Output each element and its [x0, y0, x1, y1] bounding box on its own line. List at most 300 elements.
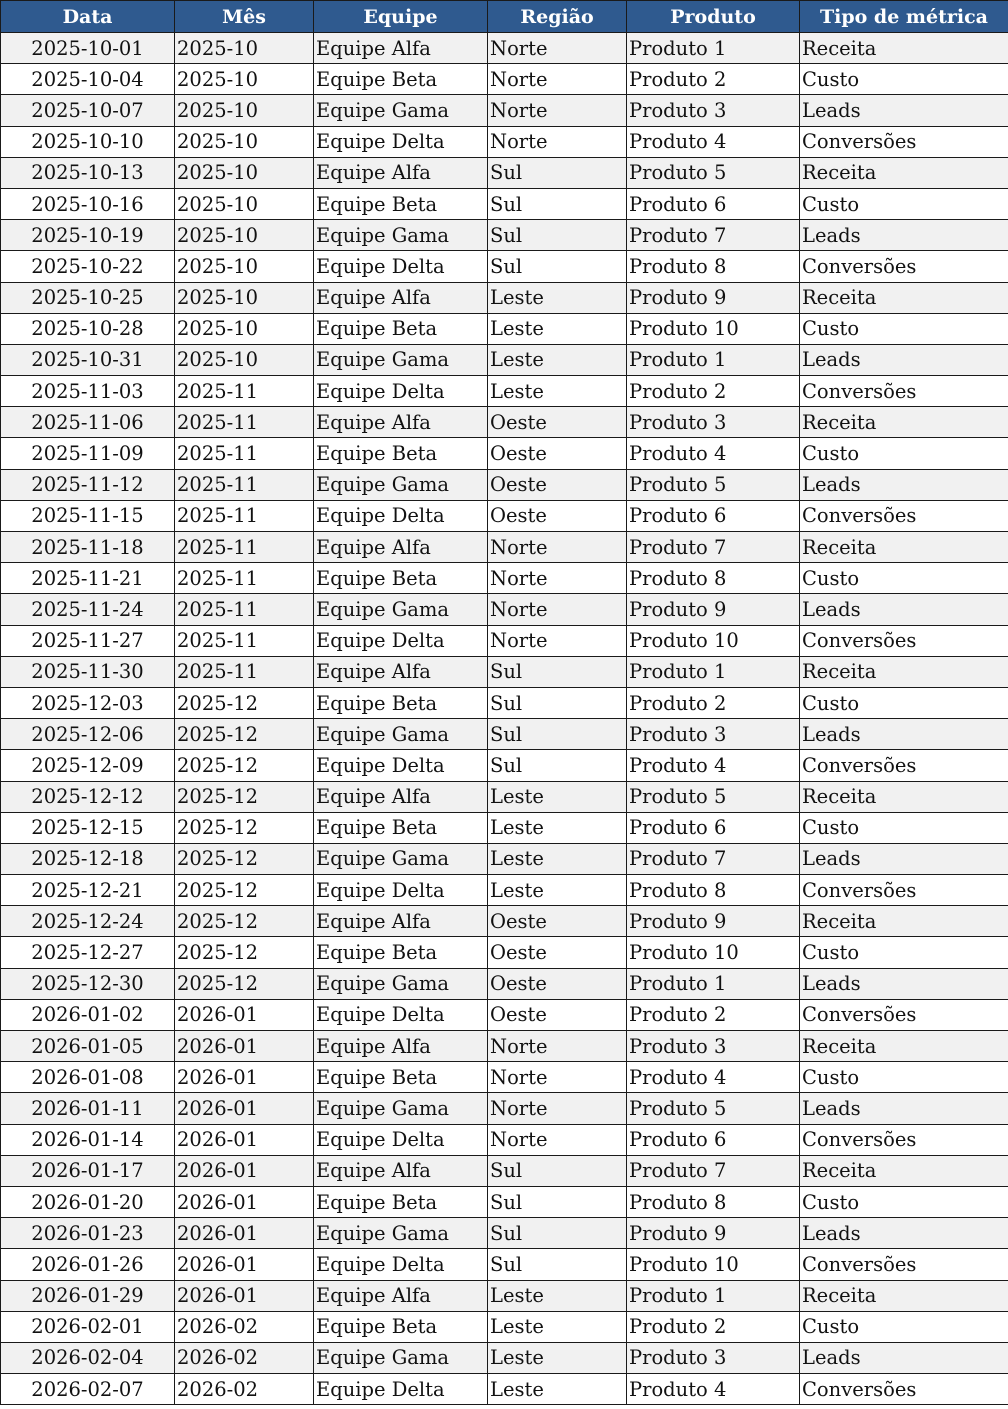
- cell-regiao[interactable]: Sul: [488, 220, 627, 251]
- cell-regiao[interactable]: Norte: [488, 625, 627, 656]
- cell-mes[interactable]: 2025-10: [175, 188, 314, 219]
- cell-equipe[interactable]: Equipe Alfa: [314, 1031, 488, 1062]
- cell-tipo-de-metrica[interactable]: Receita: [800, 407, 1008, 438]
- cell-equipe[interactable]: Equipe Alfa: [314, 33, 488, 64]
- cell-equipe[interactable]: Equipe Alfa: [314, 532, 488, 563]
- cell-produto[interactable]: Produto 8: [627, 875, 800, 906]
- cell-produto[interactable]: Produto 1: [627, 968, 800, 999]
- cell-equipe[interactable]: Equipe Gama: [314, 1218, 488, 1249]
- cell-equipe[interactable]: Equipe Beta: [314, 812, 488, 843]
- table-row: [1, 1155, 1008, 1186]
- cell-mes[interactable]: 2025-11: [175, 563, 314, 594]
- cell-produto[interactable]: Produto 5: [627, 1093, 800, 1124]
- cell-produto[interactable]: Produto 8: [627, 1186, 800, 1217]
- cell-equipe[interactable]: Equipe Alfa: [314, 1155, 488, 1186]
- cell-produto[interactable]: Produto 10: [627, 313, 800, 344]
- column-header-mes[interactable]: Mês: [175, 1, 314, 33]
- table-row: [1, 188, 1008, 219]
- cell-data[interactable]: 2025-11-27: [1, 625, 175, 656]
- cell-produto[interactable]: Produto 2: [627, 376, 800, 407]
- cell-produto[interactable]: Produto 1: [627, 656, 800, 687]
- cell-data[interactable]: 2025-10-16: [1, 188, 175, 219]
- table-row: [1, 812, 1008, 843]
- cell-produto[interactable]: Produto 3: [627, 407, 800, 438]
- cell-equipe[interactable]: Equipe Gama: [314, 95, 488, 126]
- cell-equipe[interactable]: Equipe Beta: [314, 438, 488, 469]
- cell-produto[interactable]: Produto 7: [627, 220, 800, 251]
- cell-mes[interactable]: 2026-01: [175, 999, 314, 1030]
- table-row: [1, 251, 1008, 282]
- cell-produto[interactable]: Produto 2: [627, 64, 800, 95]
- table-row: [1, 937, 1008, 968]
- cell-equipe[interactable]: Equipe Gama: [314, 594, 488, 625]
- cell-regiao[interactable]: Oeste: [488, 407, 627, 438]
- cell-data[interactable]: 2025-10-13: [1, 157, 175, 188]
- cell-tipo-de-metrica[interactable]: Conversões: [800, 875, 1008, 906]
- cell-tipo-de-metrica[interactable]: Leads: [800, 1218, 1008, 1249]
- table-row: [1, 1249, 1008, 1280]
- cell-regiao[interactable]: Norte: [488, 126, 627, 157]
- cell-produto[interactable]: Produto 6: [627, 812, 800, 843]
- cell-regiao[interactable]: Leste: [488, 781, 627, 812]
- cell-mes[interactable]: 2025-10: [175, 344, 314, 375]
- cell-regiao[interactable]: Norte: [488, 1124, 627, 1155]
- cell-produto[interactable]: Produto 2: [627, 1311, 800, 1342]
- cell-equipe[interactable]: Equipe Beta: [314, 313, 488, 344]
- cell-data[interactable]: 2025-12-09: [1, 750, 175, 781]
- cell-tipo-de-metrica[interactable]: Leads: [800, 719, 1008, 750]
- cell-tipo-de-metrica[interactable]: Custo: [800, 937, 1008, 968]
- cell-regiao[interactable]: Norte: [488, 532, 627, 563]
- table-row: [1, 968, 1008, 999]
- cell-produto[interactable]: Produto 10: [627, 625, 800, 656]
- cell-produto[interactable]: Produto 3: [627, 1031, 800, 1062]
- table-body: [1, 33, 1008, 1405]
- cell-regiao[interactable]: Leste: [488, 344, 627, 375]
- table-row: [1, 1062, 1008, 1093]
- cell-mes[interactable]: 2025-12: [175, 875, 314, 906]
- cell-equipe[interactable]: Equipe Delta: [314, 875, 488, 906]
- cell-tipo-de-metrica[interactable]: Custo: [800, 1311, 1008, 1342]
- cell-regiao[interactable]: Sul: [488, 157, 627, 188]
- cell-data[interactable]: 2025-11-21: [1, 563, 175, 594]
- cell-mes[interactable]: 2026-01: [175, 1031, 314, 1062]
- cell-equipe[interactable]: Equipe Gama: [314, 968, 488, 999]
- cell-equipe[interactable]: Equipe Alfa: [314, 157, 488, 188]
- cell-mes[interactable]: 2026-02: [175, 1311, 314, 1342]
- table-row: [1, 1186, 1008, 1217]
- table-row: [1, 1374, 1008, 1405]
- cell-regiao[interactable]: Norte: [488, 1031, 627, 1062]
- table-row: [1, 1093, 1008, 1124]
- cell-tipo-de-metrica[interactable]: Conversões: [800, 750, 1008, 781]
- cell-mes[interactable]: 2025-10: [175, 95, 314, 126]
- cell-mes[interactable]: 2025-12: [175, 968, 314, 999]
- cell-data[interactable]: 2025-12-30: [1, 968, 175, 999]
- cell-produto[interactable]: Produto 8: [627, 563, 800, 594]
- cell-tipo-de-metrica[interactable]: Conversões: [800, 1249, 1008, 1280]
- cell-regiao[interactable]: Leste: [488, 1342, 627, 1373]
- cell-equipe[interactable]: Equipe Beta: [314, 188, 488, 219]
- cell-produto[interactable]: Produto 2: [627, 687, 800, 718]
- cell-tipo-de-metrica[interactable]: Leads: [800, 1093, 1008, 1124]
- table-row: [1, 344, 1008, 375]
- cell-equipe[interactable]: Equipe Gama: [314, 1342, 488, 1373]
- cell-mes[interactable]: 2025-12: [175, 781, 314, 812]
- cell-regiao[interactable]: Oeste: [488, 968, 627, 999]
- cell-regiao[interactable]: Norte: [488, 33, 627, 64]
- cell-mes[interactable]: 2026-01: [175, 1124, 314, 1155]
- cell-regiao[interactable]: Sul: [488, 1218, 627, 1249]
- table-row: [1, 594, 1008, 625]
- cell-equipe[interactable]: Equipe Delta: [314, 376, 488, 407]
- cell-data[interactable]: 2025-12-12: [1, 781, 175, 812]
- cell-tipo-de-metrica[interactable]: Leads: [800, 594, 1008, 625]
- cell-mes[interactable]: 2025-10: [175, 33, 314, 64]
- cell-tipo-de-metrica[interactable]: Custo: [800, 563, 1008, 594]
- cell-mes[interactable]: 2025-11: [175, 656, 314, 687]
- cell-produto[interactable]: Produto 7: [627, 532, 800, 563]
- cell-data[interactable]: 2025-11-06: [1, 407, 175, 438]
- cell-regiao[interactable]: Sul: [488, 750, 627, 781]
- cell-tipo-de-metrica[interactable]: Custo: [800, 64, 1008, 95]
- cell-tipo-de-metrica[interactable]: Custo: [800, 1062, 1008, 1093]
- cell-produto[interactable]: Produto 7: [627, 843, 800, 874]
- cell-tipo-de-metrica[interactable]: Leads: [800, 968, 1008, 999]
- table-row: [1, 906, 1008, 937]
- cell-tipo-de-metrica[interactable]: Leads: [800, 469, 1008, 500]
- column-header-produto[interactable]: Produto: [627, 1, 800, 33]
- cell-regiao[interactable]: Oeste: [488, 500, 627, 531]
- cell-tipo-de-metrica[interactable]: Receita: [800, 1280, 1008, 1311]
- cell-data[interactable]: 2025-12-15: [1, 812, 175, 843]
- cell-data[interactable]: 2025-11-15: [1, 500, 175, 531]
- cell-data[interactable]: 2025-10-01: [1, 33, 175, 64]
- cell-produto[interactable]: Produto 9: [627, 594, 800, 625]
- cell-data[interactable]: 2025-11-24: [1, 594, 175, 625]
- cell-data[interactable]: 2025-11-12: [1, 469, 175, 500]
- cell-regiao[interactable]: Sul: [488, 687, 627, 718]
- cell-equipe[interactable]: Equipe Gama: [314, 344, 488, 375]
- cell-regiao[interactable]: Oeste: [488, 469, 627, 500]
- cell-equipe[interactable]: Equipe Beta: [314, 687, 488, 718]
- cell-equipe[interactable]: Equipe Gama: [314, 843, 488, 874]
- cell-tipo-de-metrica[interactable]: Conversões: [800, 1374, 1008, 1405]
- cell-regiao[interactable]: Oeste: [488, 906, 627, 937]
- cell-tipo-de-metrica[interactable]: Conversões: [800, 999, 1008, 1030]
- table-row: [1, 750, 1008, 781]
- cell-mes[interactable]: 2025-11: [175, 594, 314, 625]
- cell-data[interactable]: 2026-01-05: [1, 1031, 175, 1062]
- cell-tipo-de-metrica[interactable]: Leads: [800, 843, 1008, 874]
- cell-mes[interactable]: 2025-10: [175, 282, 314, 313]
- cell-produto[interactable]: Produto 9: [627, 906, 800, 937]
- table-row: [1, 999, 1008, 1030]
- cell-produto[interactable]: Produto 1: [627, 344, 800, 375]
- cell-data[interactable]: 2025-10-19: [1, 220, 175, 251]
- cell-produto[interactable]: Produto 1: [627, 33, 800, 64]
- column-header-data[interactable]: Data: [1, 1, 175, 33]
- cell-equipe[interactable]: Equipe Beta: [314, 563, 488, 594]
- cell-regiao[interactable]: Norte: [488, 64, 627, 95]
- cell-produto[interactable]: Produto 3: [627, 95, 800, 126]
- cell-produto[interactable]: Produto 4: [627, 438, 800, 469]
- cell-equipe[interactable]: Equipe Beta: [314, 64, 488, 95]
- cell-equipe[interactable]: Equipe Delta: [314, 1249, 488, 1280]
- table-row: [1, 64, 1008, 95]
- table-row: [1, 220, 1008, 251]
- cell-produto[interactable]: Produto 6: [627, 500, 800, 531]
- cell-mes[interactable]: 2025-11: [175, 532, 314, 563]
- cell-equipe[interactable]: Equipe Beta: [314, 1186, 488, 1217]
- cell-tipo-de-metrica[interactable]: Leads: [800, 344, 1008, 375]
- column-header-regiao[interactable]: Região: [488, 1, 627, 33]
- cell-regiao[interactable]: Leste: [488, 1374, 627, 1405]
- cell-mes[interactable]: 2025-10: [175, 220, 314, 251]
- cell-regiao[interactable]: Sul: [488, 1186, 627, 1217]
- cell-mes[interactable]: 2025-11: [175, 625, 314, 656]
- cell-regiao[interactable]: Leste: [488, 843, 627, 874]
- cell-data[interactable]: 2025-10-10: [1, 126, 175, 157]
- cell-mes[interactable]: 2026-01: [175, 1218, 314, 1249]
- cell-data[interactable]: 2025-12-06: [1, 719, 175, 750]
- cell-regiao[interactable]: Norte: [488, 95, 627, 126]
- cell-tipo-de-metrica[interactable]: Custo: [800, 687, 1008, 718]
- cell-equipe[interactable]: Equipe Alfa: [314, 656, 488, 687]
- cell-data[interactable]: 2025-12-24: [1, 906, 175, 937]
- cell-equipe[interactable]: Equipe Delta: [314, 999, 488, 1030]
- cell-mes[interactable]: 2025-11: [175, 376, 314, 407]
- cell-data[interactable]: 2025-11-09: [1, 438, 175, 469]
- cell-regiao[interactable]: Leste: [488, 812, 627, 843]
- cell-equipe[interactable]: Equipe Delta: [314, 251, 488, 282]
- cell-data[interactable]: 2026-01-20: [1, 1186, 175, 1217]
- cell-mes[interactable]: 2025-12: [175, 687, 314, 718]
- cell-produto[interactable]: Produto 4: [627, 750, 800, 781]
- cell-data[interactable]: 2026-02-01: [1, 1311, 175, 1342]
- cell-tipo-de-metrica[interactable]: Leads: [800, 220, 1008, 251]
- cell-tipo-de-metrica[interactable]: Receita: [800, 906, 1008, 937]
- cell-regiao[interactable]: Oeste: [488, 438, 627, 469]
- cell-equipe[interactable]: Equipe Gama: [314, 220, 488, 251]
- cell-tipo-de-metrica[interactable]: Conversões: [800, 376, 1008, 407]
- cell-equipe[interactable]: Equipe Beta: [314, 937, 488, 968]
- cell-data[interactable]: 2025-10-04: [1, 64, 175, 95]
- table-row: [1, 126, 1008, 157]
- cell-produto[interactable]: Produto 1: [627, 1280, 800, 1311]
- cell-produto[interactable]: Produto 2: [627, 999, 800, 1030]
- cell-equipe[interactable]: Equipe Delta: [314, 500, 488, 531]
- cell-mes[interactable]: 2025-11: [175, 438, 314, 469]
- cell-tipo-de-metrica[interactable]: Custo: [800, 438, 1008, 469]
- cell-produto[interactable]: Produto 7: [627, 1155, 800, 1186]
- cell-data[interactable]: 2025-12-18: [1, 843, 175, 874]
- cell-regiao[interactable]: Norte: [488, 594, 627, 625]
- cell-mes[interactable]: 2025-10: [175, 251, 314, 282]
- cell-tipo-de-metrica[interactable]: Custo: [800, 188, 1008, 219]
- cell-mes[interactable]: 2025-11: [175, 407, 314, 438]
- cell-equipe[interactable]: Equipe Delta: [314, 750, 488, 781]
- cell-mes[interactable]: 2025-10: [175, 126, 314, 157]
- cell-mes[interactable]: 2025-12: [175, 843, 314, 874]
- cell-regiao[interactable]: Leste: [488, 282, 627, 313]
- cell-equipe[interactable]: Equipe Alfa: [314, 282, 488, 313]
- cell-tipo-de-metrica[interactable]: Custo: [800, 1186, 1008, 1217]
- cell-tipo-de-metrica[interactable]: Receita: [800, 1155, 1008, 1186]
- cell-tipo-de-metrica[interactable]: Leads: [800, 1342, 1008, 1373]
- cell-mes[interactable]: 2026-01: [175, 1093, 314, 1124]
- cell-equipe[interactable]: Equipe Gama: [314, 719, 488, 750]
- cell-equipe[interactable]: Equipe Delta: [314, 1124, 488, 1155]
- cell-equipe[interactable]: Equipe Alfa: [314, 1280, 488, 1311]
- cell-mes[interactable]: 2026-01: [175, 1155, 314, 1186]
- cell-equipe[interactable]: Equipe Alfa: [314, 906, 488, 937]
- cell-equipe[interactable]: Equipe Beta: [314, 1311, 488, 1342]
- cell-data[interactable]: 2026-01-17: [1, 1155, 175, 1186]
- cell-equipe[interactable]: Equipe Alfa: [314, 781, 488, 812]
- table-row: [1, 1031, 1008, 1062]
- cell-data[interactable]: 2025-12-03: [1, 687, 175, 718]
- column-header-tipo-de-metrica[interactable]: Tipo de métrica: [800, 1, 1008, 33]
- cell-mes[interactable]: 2025-12: [175, 750, 314, 781]
- cell-produto[interactable]: Produto 5: [627, 469, 800, 500]
- cell-data[interactable]: 2026-01-29: [1, 1280, 175, 1311]
- cell-tipo-de-metrica[interactable]: Receita: [800, 282, 1008, 313]
- table-row: [1, 1124, 1008, 1155]
- cell-data[interactable]: 2025-11-18: [1, 532, 175, 563]
- table-row: [1, 95, 1008, 126]
- cell-regiao[interactable]: Sul: [488, 251, 627, 282]
- cell-regiao[interactable]: Sul: [488, 719, 627, 750]
- cell-data[interactable]: 2025-12-21: [1, 875, 175, 906]
- cell-data[interactable]: 2025-10-28: [1, 313, 175, 344]
- cell-produto[interactable]: Produto 4: [627, 126, 800, 157]
- cell-produto[interactable]: Produto 9: [627, 282, 800, 313]
- cell-data[interactable]: 2025-12-27: [1, 937, 175, 968]
- cell-mes[interactable]: 2026-01: [175, 1280, 314, 1311]
- cell-data[interactable]: 2026-01-11: [1, 1093, 175, 1124]
- cell-data[interactable]: 2026-01-26: [1, 1249, 175, 1280]
- cell-equipe[interactable]: Equipe Delta: [314, 1374, 488, 1405]
- cell-equipe[interactable]: Equipe Gama: [314, 469, 488, 500]
- cell-equipe[interactable]: Equipe Delta: [314, 625, 488, 656]
- cell-produto[interactable]: Produto 8: [627, 251, 800, 282]
- cell-tipo-de-metrica[interactable]: Custo: [800, 812, 1008, 843]
- cell-tipo-de-metrica[interactable]: Conversões: [800, 1124, 1008, 1155]
- cell-mes[interactable]: 2025-11: [175, 469, 314, 500]
- cell-regiao[interactable]: Oeste: [488, 937, 627, 968]
- cell-tipo-de-metrica[interactable]: Leads: [800, 95, 1008, 126]
- cell-produto[interactable]: Produto 5: [627, 781, 800, 812]
- table-row: [1, 157, 1008, 188]
- cell-mes[interactable]: 2025-12: [175, 719, 314, 750]
- cell-mes[interactable]: 2025-12: [175, 812, 314, 843]
- cell-produto[interactable]: Produto 4: [627, 1062, 800, 1093]
- cell-produto[interactable]: Produto 3: [627, 719, 800, 750]
- cell-regiao[interactable]: Norte: [488, 1062, 627, 1093]
- cell-tipo-de-metrica[interactable]: Receita: [800, 532, 1008, 563]
- cell-produto[interactable]: Produto 3: [627, 1342, 800, 1373]
- cell-tipo-de-metrica[interactable]: Receita: [800, 33, 1008, 64]
- cell-regiao[interactable]: Oeste: [488, 999, 627, 1030]
- cell-mes[interactable]: 2025-10: [175, 64, 314, 95]
- table-row: [1, 313, 1008, 344]
- cell-tipo-de-metrica[interactable]: Receita: [800, 656, 1008, 687]
- cell-produto[interactable]: Produto 5: [627, 157, 800, 188]
- cell-data[interactable]: 2025-11-03: [1, 376, 175, 407]
- table-header: [1, 1, 1008, 33]
- cell-produto[interactable]: Produto 10: [627, 1249, 800, 1280]
- cell-data[interactable]: 2025-11-30: [1, 656, 175, 687]
- cell-mes[interactable]: 2026-02: [175, 1374, 314, 1405]
- cell-regiao[interactable]: Leste: [488, 376, 627, 407]
- cell-produto[interactable]: Produto 6: [627, 188, 800, 219]
- column-header-equipe[interactable]: Equipe: [314, 1, 488, 33]
- cell-tipo-de-metrica[interactable]: Receita: [800, 781, 1008, 812]
- cell-data[interactable]: 2026-01-02: [1, 999, 175, 1030]
- cell-tipo-de-metrica[interactable]: Conversões: [800, 126, 1008, 157]
- cell-regiao[interactable]: Sul: [488, 656, 627, 687]
- cell-produto[interactable]: Produto 9: [627, 1218, 800, 1249]
- cell-produto[interactable]: Produto 4: [627, 1374, 800, 1405]
- cell-mes[interactable]: 2026-01: [175, 1186, 314, 1217]
- cell-mes[interactable]: 2025-12: [175, 906, 314, 937]
- table-row: [1, 719, 1008, 750]
- cell-data[interactable]: 2026-02-04: [1, 1342, 175, 1373]
- cell-mes[interactable]: 2026-01: [175, 1249, 314, 1280]
- cell-equipe[interactable]: Equipe Alfa: [314, 407, 488, 438]
- cell-regiao[interactable]: Sul: [488, 188, 627, 219]
- cell-data[interactable]: 2026-01-08: [1, 1062, 175, 1093]
- cell-regiao[interactable]: Leste: [488, 1311, 627, 1342]
- cell-data[interactable]: 2025-10-31: [1, 344, 175, 375]
- cell-regiao[interactable]: Leste: [488, 313, 627, 344]
- cell-regiao[interactable]: Sul: [488, 1249, 627, 1280]
- cell-mes[interactable]: 2025-10: [175, 157, 314, 188]
- table-row: [1, 563, 1008, 594]
- cell-mes[interactable]: 2025-12: [175, 937, 314, 968]
- cell-regiao[interactable]: Norte: [488, 563, 627, 594]
- cell-produto[interactable]: Produto 6: [627, 1124, 800, 1155]
- cell-tipo-de-metrica[interactable]: Receita: [800, 157, 1008, 188]
- cell-data[interactable]: 2026-01-14: [1, 1124, 175, 1155]
- cell-data[interactable]: 2026-01-23: [1, 1218, 175, 1249]
- table-row: [1, 1342, 1008, 1373]
- header-row: [1, 1, 1008, 33]
- cell-mes[interactable]: 2026-02: [175, 1342, 314, 1373]
- cell-regiao[interactable]: Leste: [488, 875, 627, 906]
- cell-equipe[interactable]: Equipe Beta: [314, 1062, 488, 1093]
- cell-mes[interactable]: 2026-01: [175, 1062, 314, 1093]
- cell-data[interactable]: 2026-02-07: [1, 1374, 175, 1405]
- cell-tipo-de-metrica[interactable]: Custo: [800, 313, 1008, 344]
- cell-tipo-de-metrica[interactable]: Conversões: [800, 251, 1008, 282]
- cell-tipo-de-metrica[interactable]: Receita: [800, 1031, 1008, 1062]
- cell-mes[interactable]: 2025-11: [175, 500, 314, 531]
- cell-data[interactable]: 2025-10-07: [1, 95, 175, 126]
- cell-equipe[interactable]: Equipe Delta: [314, 126, 488, 157]
- cell-tipo-de-metrica[interactable]: Conversões: [800, 500, 1008, 531]
- cell-regiao[interactable]: Leste: [488, 1280, 627, 1311]
- cell-regiao[interactable]: Sul: [488, 1155, 627, 1186]
- cell-tipo-de-metrica[interactable]: Conversões: [800, 625, 1008, 656]
- cell-data[interactable]: 2025-10-25: [1, 282, 175, 313]
- cell-produto[interactable]: Produto 10: [627, 937, 800, 968]
- cell-equipe[interactable]: Equipe Gama: [314, 1093, 488, 1124]
- cell-mes[interactable]: 2025-10: [175, 313, 314, 344]
- cell-data[interactable]: 2025-10-22: [1, 251, 175, 282]
- cell-regiao[interactable]: Norte: [488, 1093, 627, 1124]
